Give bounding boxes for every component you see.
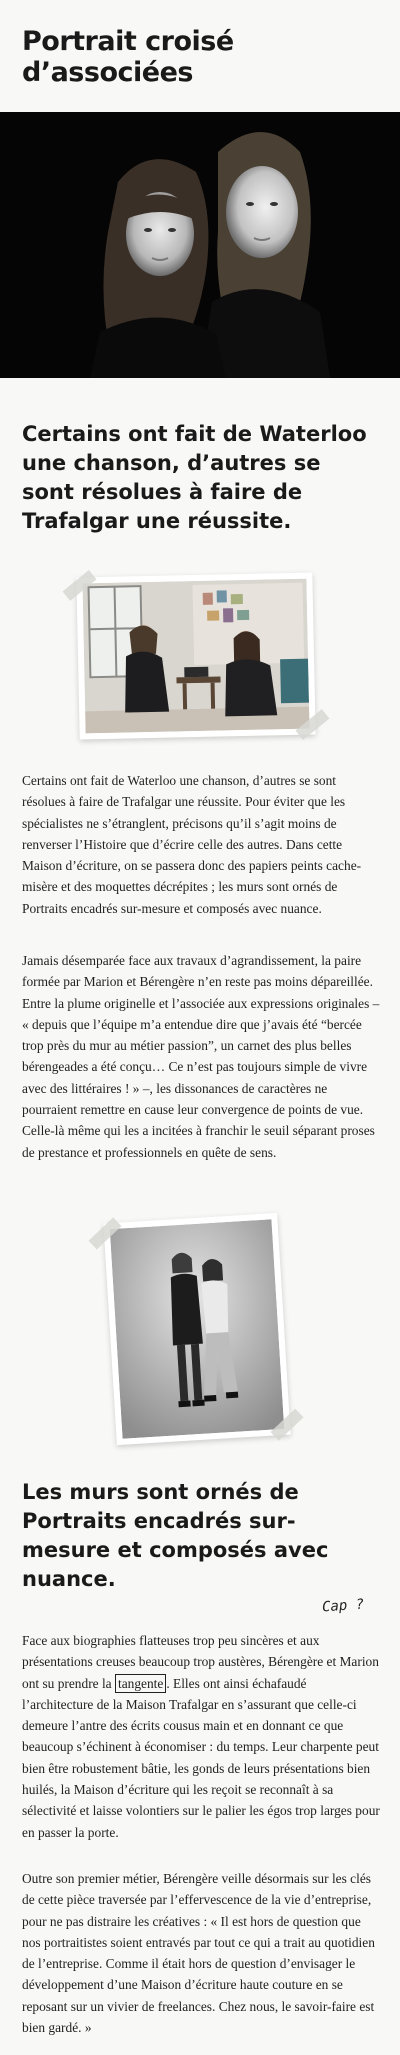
page-title: Portrait croisé d’associées xyxy=(22,26,234,88)
office-photo xyxy=(76,573,315,740)
paragraph-pair: Jamais désemparée face aux travaux d’agrandissement, la paire formée par Marion et Bérengère n’en reste pas moins dépareillée. Entre la plume originelle et l’associée aux expressions originales – « depuis que l’équipe m’a entendue dire que j’avais été “bercée trop près du mur au métier passion”, un carnet des plus belles bérengeades a été conçu… Ce n’est pas toujours simple de vivre avec des littéraires ! » –, les dissonances de caractères ne pourraient remettre en cause leur convergence de points de vue. Celle-là même qui les a incitées à franchir le seuil séparant proses de prestance et professionnels en quête de sens. xyxy=(22,953,380,1160)
section-heading-murs: Les murs sont ornés de Portraits encadrés sur-mesure et composés avec nuance. xyxy=(22,1480,329,1591)
paragraph-tangente-start: Face aux biographies flatteuses trop peu sincères et aux présentations creuses beaucoup trop austères, Bérengère et Marion ont su prendre la xyxy=(22,1633,379,1691)
paragraph-tangente xyxy=(22,1630,380,1843)
tangente-highlight[interactable]: tangente xyxy=(115,1674,166,1693)
paragraph-tangente-end: . Elles ont ainsi échafaudé l’architecture de la Maison Trafalgar en s’assurant que celle-ci demeure l’antre des écrits cousus main et en donnant ce que beaucoup s’échinent à économiser : du temps. Leur charpente peut bien être robustement bâtie, les gonds de leurs présentations bien huilés, la Maison d’écriture qui les reçoit se reconnaît à sa sélectivité et laisse volontiers sur le palier les égos trop larges pour en passer la porte. xyxy=(22,1675,380,1840)
paragraph-berengere: Outre son premier métier, Bérengère veille désormais sur les clés de cette pièce traversée par l’effervescence de la vie d’entreprise, pour ne pas distraire les créatives : « Il est hors de question que nos portraitistes soient entravés par tout ce qui a trait au quotidien de l’entreprise. Comme il était hors de question d’envisager le développement d’une Maison d’écriture haute couture en se reposant sur un vivier de freelances. Chez nous, le savoir-faire est bien gardé. » xyxy=(22,1871,375,2036)
section-heading-waterloo: Certains ont fait de Waterloo une chanson, d’autres se sont résolues à faire de Trafalgar une réussite. xyxy=(22,422,367,533)
paragraph-intro: Certains ont fait de Waterloo une chanson, d’autres se sont résolues à faire de Trafalgar une réussite. Pour éviter que les spécialistes ne s’étranglent, précisons qu’il s’agit moins de renverser l’Histoire que d’écrire celle des autres. Dans cette Maison d’écriture, on se passera donc des papiers peints cache-misère et des moquettes décrépites ; les murs sont ornés de Portraits encadrés sur-mesure et composés avec nuance. xyxy=(22,773,362,916)
hero-portrait-image xyxy=(0,112,400,378)
studio-photo xyxy=(103,1213,290,1445)
hand-note: Cap ? xyxy=(321,1596,365,1616)
